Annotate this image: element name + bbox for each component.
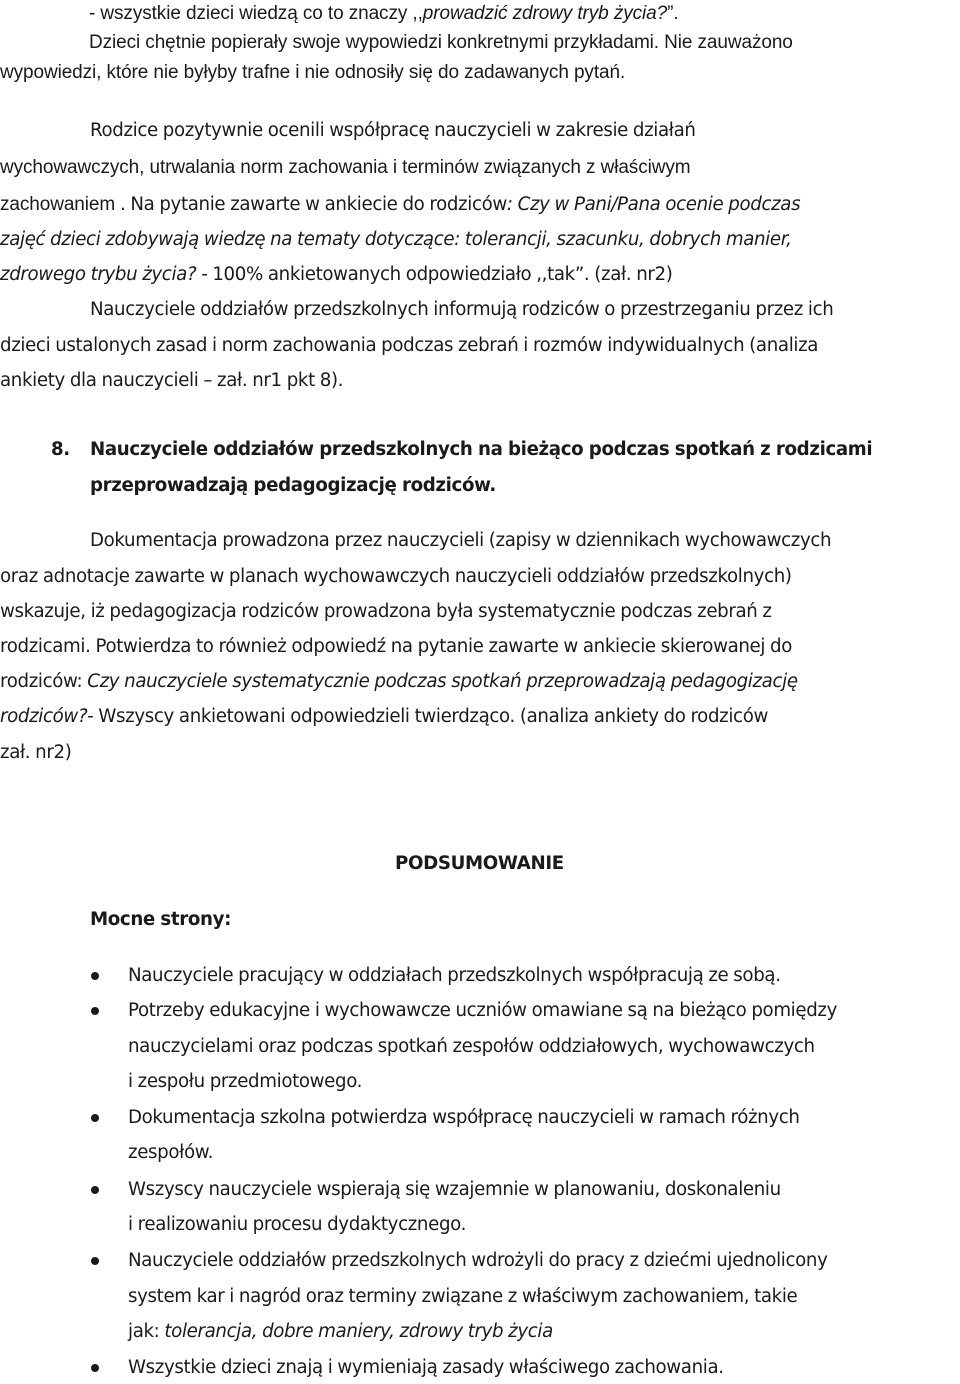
list-item-line: i realizowaniu procesu dydaktycznego. <box>128 1214 467 1235</box>
list-item-line: Potrzeby edukacyjne i wychowawcze uczniów omawiane są na bieżąco pomiędzy <box>128 1000 838 1021</box>
italic-text: prowadzić zdrowy tryb życia? <box>422 3 668 24</box>
section-heading: przeprowadzają pedagogizację rodziców. <box>90 475 496 496</box>
section-number: 8. <box>51 439 70 460</box>
paragraph-line: Rodzice pozytywnie ocenili współpracę nauczycieli w zakresie działań <box>90 120 696 141</box>
list-item-line: nauczycielami oraz podczas spotkań zespołów oddziałowych, wychowawczych <box>128 1036 815 1057</box>
list-item-line: Dokumentacja szkolna potwierdza współpracę nauczycieli w ramach różnych <box>128 1107 800 1128</box>
list-item-line: Wszyscy nauczyciele wspierają się wzajemnie w planowaniu, doskonaleniu <box>128 1179 781 1200</box>
strengths-label: Mocne strony: <box>90 909 232 930</box>
paragraph-line <box>0 669 798 695</box>
text: ”. <box>667 3 679 24</box>
paragraph-line <box>0 191 800 218</box>
section-heading: Nauczyciele oddziałów przedszkolnych na bieżąco podczas spotkań z rodzicami <box>90 439 873 460</box>
list-item-line: Nauczyciele oddziałów przedszkolnych wdrożyli do pracy z dziećmi ujednolicony <box>128 1250 828 1271</box>
text: - wszystkie dzieci wiedzą co to znaczy ,, <box>89 3 423 24</box>
italic-text: Czy nauczyciele systematycznie podczas spotkań przeprowadzają pedagogizację <box>87 671 798 692</box>
bullet-icon <box>91 1114 99 1122</box>
text: rodziców: <box>0 671 88 692</box>
bullet-icon <box>91 972 99 980</box>
paragraph-line: rodzicami. Potwierdza to również odpowiedź na pytanie zawarte w ankiecie skierowanej do <box>0 636 793 657</box>
bullet-icon <box>91 1186 99 1194</box>
text: . Na pytanie zawarte w ankiecie do rodziców <box>115 194 507 215</box>
text: - Wszyscy ankietowani odpowiedzieli twierdząco. (analiza ankiety do rodziców <box>87 706 769 727</box>
italic-text: tolerancja, dobre maniery, zdrowy tryb życia <box>164 1321 553 1342</box>
bullet-icon <box>91 1364 99 1372</box>
paragraph-line <box>89 1 679 27</box>
paragraph-line: wychowawczych, utrwalania norm zachowania i terminów związanych z właściwym <box>0 157 691 178</box>
summary-title: PODSUMOWANIE <box>395 853 564 874</box>
italic-text: : Czy w Pani/Pana ocenie podczas <box>506 194 801 215</box>
paragraph-line: wypowiedzi, które nie byłyby trafne i nie odnosiły się do zadawanych pytań. <box>0 62 626 83</box>
list-item-line: i zespołu przedmiotowego. <box>128 1071 363 1092</box>
paragraph-line <box>0 262 672 288</box>
paragraph-line: Nauczyciele oddziałów przedszkolnych informują rodziców o przestrzeganiu przez ich <box>90 299 834 320</box>
list-item-line: Nauczyciele pracujący w oddziałach przedszkolnych współpracują ze sobą. <box>128 965 781 986</box>
list-item-line: system kar i nagród oraz terminy związane z właściwym zachowaniem, takie <box>128 1286 798 1307</box>
paragraph-line: zał. nr2) <box>0 742 72 763</box>
text: zachowaniem <box>0 194 116 215</box>
paragraph-line: Dokumentacja prowadzona przez nauczycieli (zapisy w dziennikach wychowawczych <box>90 530 832 551</box>
list-item-line: zespołów. <box>128 1142 214 1163</box>
paragraph-line <box>0 704 768 730</box>
bullet-icon <box>91 1257 99 1265</box>
text: - 100% ankietowanych odpowiedziało ,,tak”. (zał. nr2) <box>196 264 673 285</box>
list-item-line <box>128 1319 553 1345</box>
paragraph-line: Dzieci chętnie popierały swoje wypowiedzi konkretnymi przykładami. Nie zauważono <box>89 32 793 53</box>
italic-text: rodziców? <box>0 706 88 727</box>
paragraph-line: ankiety dla nauczycieli – zał. nr1 pkt 8). <box>0 370 344 391</box>
paragraph-line: zajęć dzieci zdobywają wiedzę na tematy dotyczące: tolerancji, szacunku, dobrych manier, <box>0 229 792 250</box>
bullet-icon <box>91 1007 99 1015</box>
paragraph-line: wskazuje, iż pedagogizacja rodziców prowadzona była systematycznie podczas zebrań z <box>0 601 772 622</box>
list-item-line: Wszystkie dzieci znają i wymieniają zasady właściwego zachowania. <box>128 1357 724 1378</box>
paragraph-line: oraz adnotacje zawarte w planach wychowawczych nauczycieli oddziałów przedszkolnych) <box>0 566 792 587</box>
paragraph-line: dzieci ustalonych zasad i norm zachowania podczas zebrań i rozmów indywidualnych (analiza <box>0 335 819 356</box>
text: jak: <box>128 1321 165 1342</box>
italic-text: zdrowego trybu życia? <box>0 264 197 285</box>
